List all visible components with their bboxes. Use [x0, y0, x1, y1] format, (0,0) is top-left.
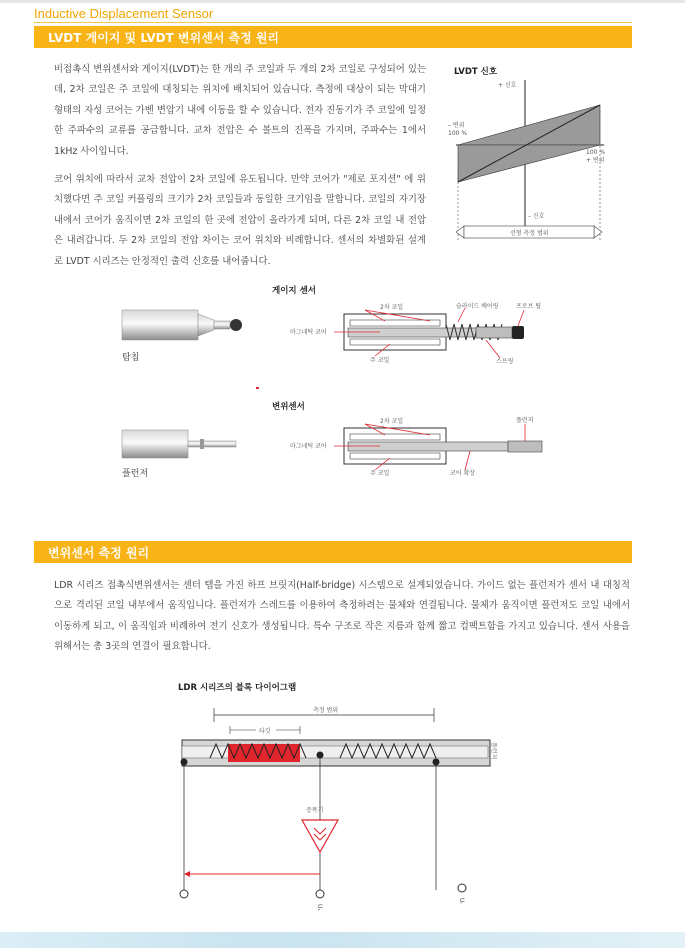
disp-primary-coil-label: 주 코일 [370, 470, 390, 477]
brand-rule [34, 22, 632, 23]
gauge-probe-tip-label: 프로브 팁 [516, 303, 542, 310]
svg-text:Uₛ: Uₛ [316, 904, 323, 911]
plunger-caption: 플런저 [122, 469, 149, 479]
displacement-cross-section [290, 414, 550, 478]
plunger-side-label: 플런저 [490, 742, 497, 760]
section-title-lvdt: LVDT 게이지 및 LVDT 변위센서 측정 원리 [48, 31, 280, 45]
principle-paragraph: LDR 시리즈 접촉식변위센서는 센터 탭을 가진 하프 브릿지(Half-bridge) 시스템으로 설계되었습니다. 가이드 없는 플런저가 센서 내 대칭적으로 격리된 코일 내부에서 움직입니다. 플런저가 스레드를 이용하여 측정하려는 물체와 연결됩니다. 물체가 움직이면 플런저도 코일 내에서 이동하게 되고, 이 움직임과 비례하여 전기 신호가 생성됩니다. 특수 구조로 작은 지름과 함께 짧고 컴팩트함을 가지고 있습니다. 센서 사용을 위해서는 총 3곳의 연결이 필요합니다. [54, 580, 630, 653]
disp-plunger-label: 플런저 [516, 417, 534, 424]
plus-disp-label-2: + 변위 [586, 157, 605, 164]
minus-disp-label-2: 100 % [448, 130, 468, 137]
displacement-title: 변위센서 [272, 402, 305, 412]
plus-disp-label-1: 100 % [586, 149, 606, 156]
gauge-caption: 탐침 [122, 353, 140, 363]
gauge-photo [120, 308, 250, 346]
disp-magnetic-core-label: 마그네틱 코어 [290, 443, 327, 450]
block-diagram [170, 700, 520, 920]
top-border [0, 0, 685, 3]
lvdt-signal-diagram [440, 60, 620, 250]
gauge-spring-label: 스프링 [496, 358, 514, 365]
minus-signal-label: – 신호 [528, 213, 545, 220]
footer-band [0, 932, 685, 948]
lvdt-paragraph-2: 코어 위치에 따라서 교차 전압이 2차 코일에 유도됩니다. 만약 코어가 "제로 포지션" 에 위치했다면 주 코일 커플링의 크기가 2차 코일들과 동일한 크기임을 말합니다. 코일의 자기장 내에서 코어가 움직이면 2차 코일의 한 곳에 전압이 올라가게 되며, 다른 2차 코일 내 전압은 내려갑니다. 두 2차 코일의 전압 차이는 코어 위치와 비례합니다. 센서의 차별화된 설계로 LVDT 시리즈는 안정적인 출력 신호를 내어줍니다. [54, 174, 426, 267]
negative-signal-area [458, 145, 600, 182]
svg-text:Uᵢ: Uᵢ [458, 898, 465, 904]
plunger-photo [120, 430, 250, 460]
measure-range-label: 측정 범위 [313, 707, 339, 714]
gauge-magnetic-core-label: 마그네틱 코어 [290, 329, 327, 336]
range-label: 선형 측정 범위 [510, 230, 549, 237]
lvdt-signal-title: LVDT 신호 [454, 67, 498, 77]
range-arrow-right [594, 226, 602, 238]
section-title-principle: 변위센서 측정 원리 [48, 546, 150, 560]
red-dot-marker [256, 387, 259, 389]
gauge-cross-section [290, 300, 550, 368]
brand-title: Inductive Displacement Sensor [34, 6, 214, 21]
gauge-slide-bearing-label: 슬라이드 베어링 [456, 303, 499, 310]
section-bar-lvdt [34, 26, 632, 48]
block-diagram-title: LDR 시리즈의 블록 다이어그램 [178, 683, 297, 693]
gauge-secondary-coil-label: 2차 코일 [380, 304, 404, 311]
target-label: 타깃 [259, 728, 271, 735]
plus-signal-label: + 신호 [498, 82, 517, 89]
gauge-title: 게이지 센서 [272, 286, 317, 296]
amplifier-label: 증폭기 [306, 807, 324, 814]
section-bar-principle [34, 541, 632, 563]
gauge-primary-coil-label: 주 코일 [370, 357, 390, 364]
positive-signal-area [458, 105, 600, 145]
disp-secondary-coil-label: 2차 코일 [380, 418, 404, 425]
minus-disp-label-1: – 변위 [448, 122, 465, 129]
range-arrow-left [456, 226, 464, 238]
disp-core-extension-label: 코어 확장 [450, 470, 476, 477]
lvdt-paragraph-1: 비접촉식 변위센서와 게이지(LVDT)는 한 개의 주 코일과 두 개의 2차 코일로 구성되어 있는데, 2차 코일은 주 코일에 대칭되는 위치에 배치되어 있습니다. 측정에 대상이 되는 막대기 형태의 자성 코어는 가벤 변압기 내에 이동을 할 수 있습니다. 전자 진동기가 주 코일에 일정한 주파수의 교류를 공급합니다. 교차 전압은 수 볼트의 진폭을 가지며, 주파수는 1에서 1kHz 사이입니다. [54, 64, 426, 157]
